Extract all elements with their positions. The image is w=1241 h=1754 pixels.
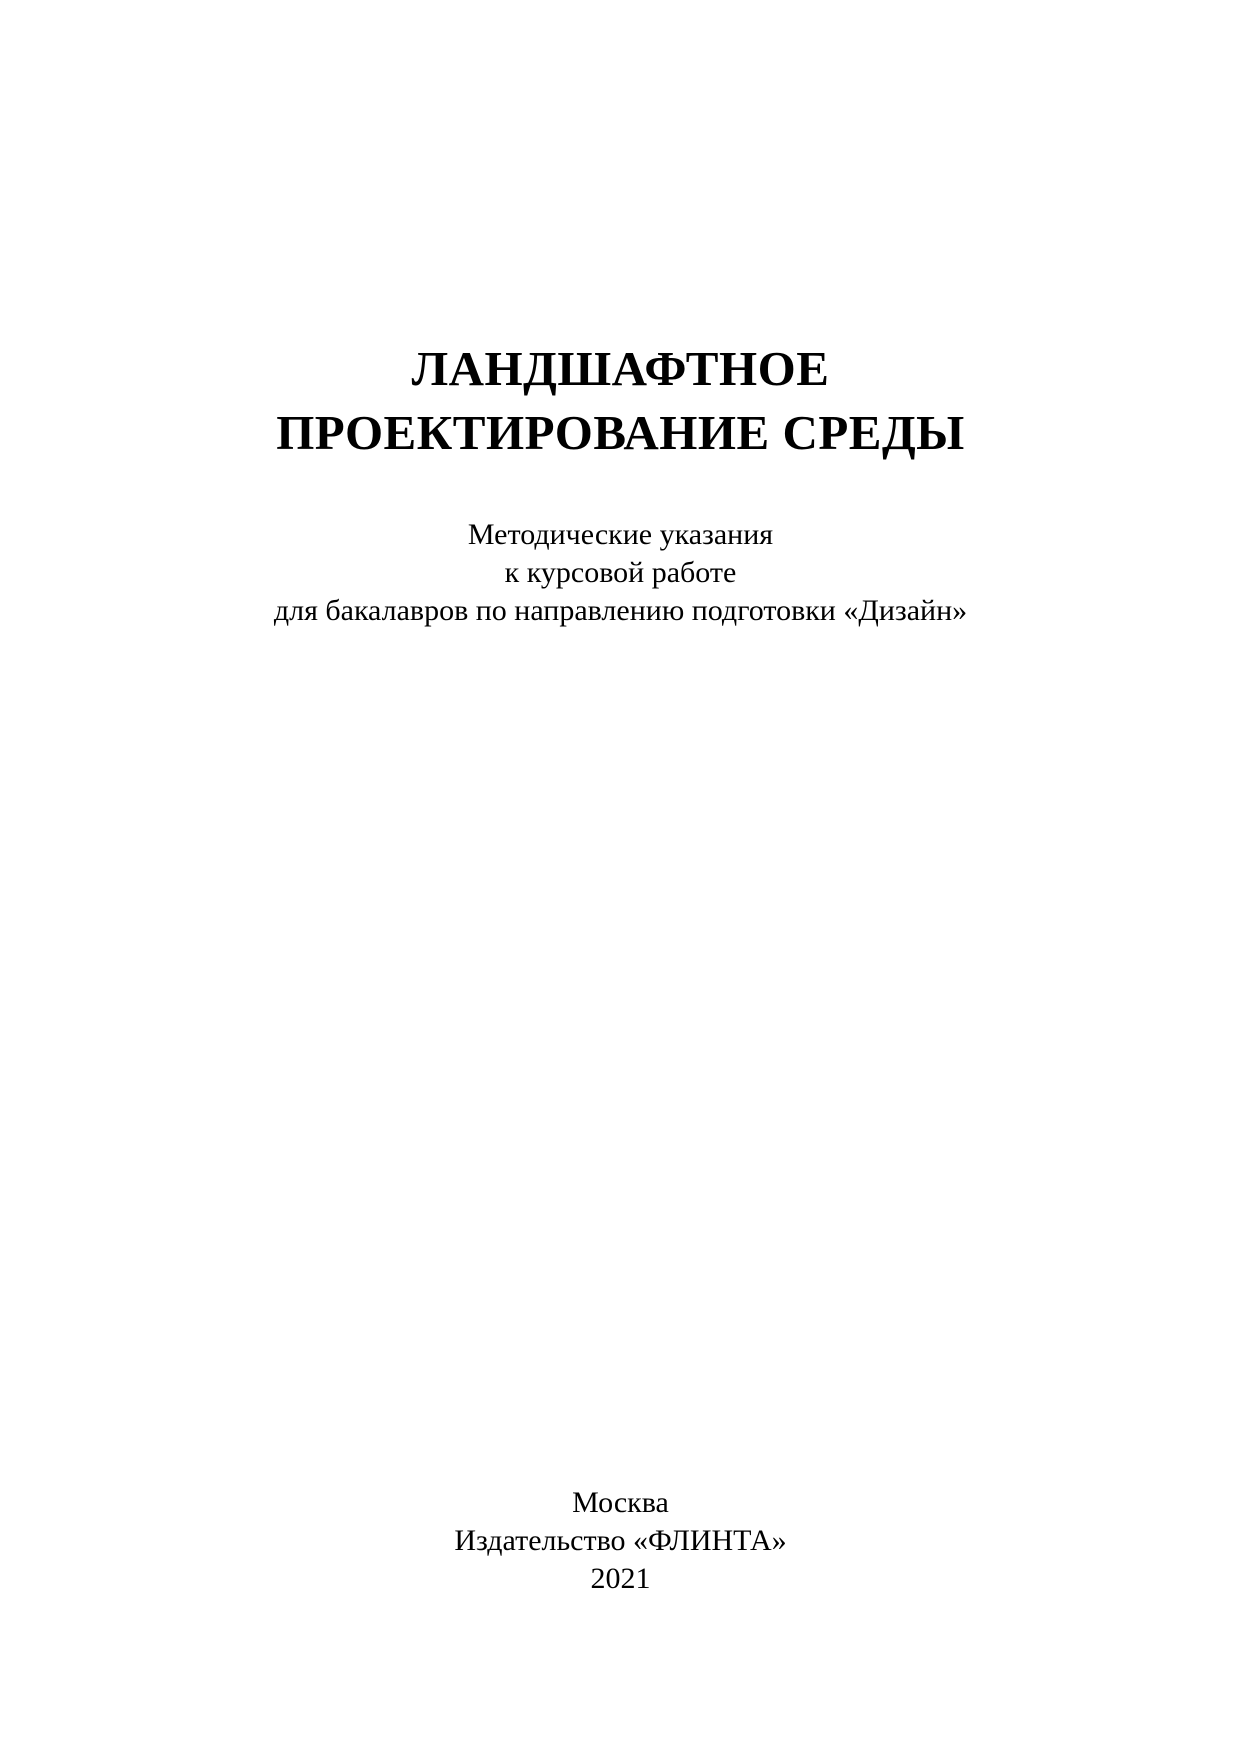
imprint-city: Москва bbox=[572, 1486, 669, 1519]
title-line-2: ПРОЕКТИРОВАНИЕ СРЕДЫ bbox=[276, 405, 965, 460]
imprint-year: 2021 bbox=[590, 1562, 651, 1595]
subtitle-line-2: к курсовой работе bbox=[504, 556, 737, 589]
subtitle-line-3: для бакалавров по направлению подготовки «Дизайн» bbox=[273, 594, 968, 627]
publisher-imprint bbox=[0, 1484, 1241, 1598]
imprint-publisher: Издательство «ФЛИНТА» bbox=[454, 1524, 787, 1557]
document-title bbox=[0, 337, 1241, 465]
subtitle-line-1: Методические указания bbox=[467, 518, 774, 551]
document-subtitle bbox=[0, 516, 1241, 630]
title-line-1: ЛАНДШАФТНОЕ bbox=[411, 341, 830, 396]
